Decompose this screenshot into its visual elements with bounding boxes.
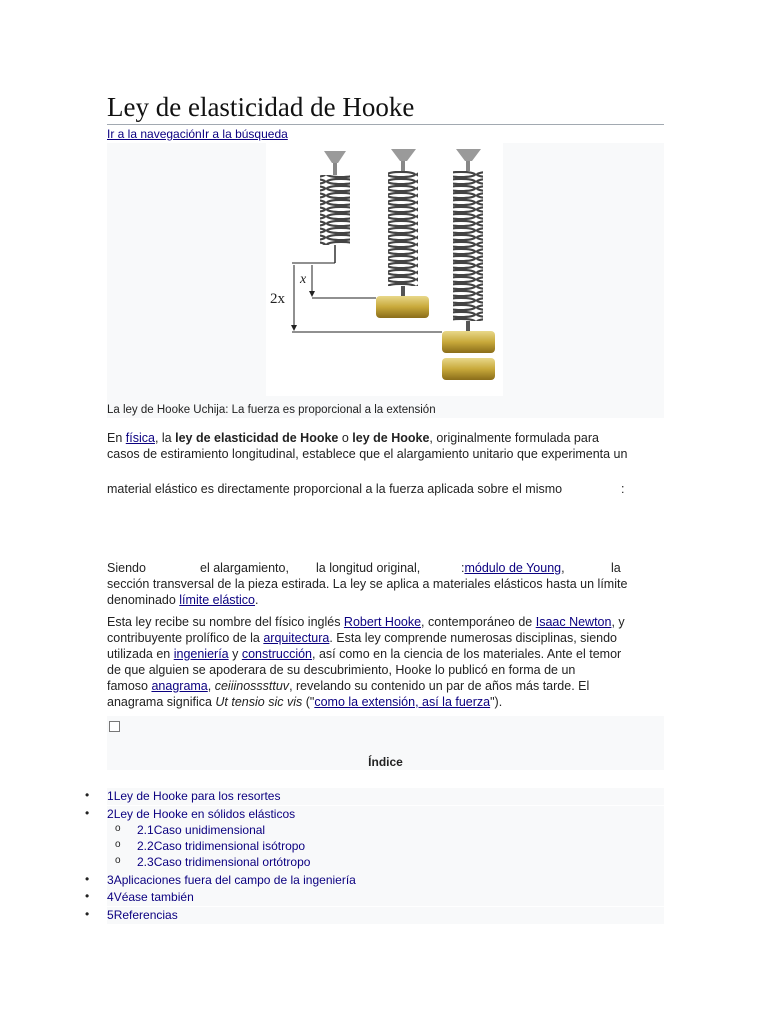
nav-links[interactable]: Ir a la navegaciónIr a la búsqueda <box>107 127 288 141</box>
definitions-line-2: sección transversal de la pieza estirada. La ley se aplica a materiales elásticos hasta un límite <box>107 577 628 591</box>
link-limite-elastico[interactable]: límite elástico <box>179 593 256 607</box>
label-2x: 2x <box>270 291 285 307</box>
hook-3 <box>456 149 481 161</box>
hooke-springs-figure <box>266 143 503 396</box>
intro-line-2: casos de estiramiento longitudinal, establece que el alargamiento unitario que experimenta un <box>107 447 628 461</box>
springs-illustration <box>266 143 503 396</box>
history-line-2: contribuyente prolífico de la arquitectura. Esta ley comprende numerosas disciplinas, siendo <box>107 631 618 645</box>
sub-bullet: o <box>115 839 121 850</box>
spring-1 <box>320 175 350 245</box>
link-modulo-young[interactable]: módulo de Young <box>464 561 562 575</box>
intro-line-3: material elástico es directamente proporcional a la fuerza aplicada sobre el mismo : <box>107 482 625 496</box>
toc-item-1[interactable]: 1Ley de Hooke para los resortes <box>107 788 664 805</box>
link-fisica[interactable]: física <box>125 431 155 445</box>
link-construccion[interactable]: construcción <box>241 647 313 661</box>
bullet: • <box>85 872 90 886</box>
intro-line-1: En física, la ley de elasticidad de Hooke o ley de Hooke, originalmente formulada para <box>107 431 599 445</box>
history-line-5: famoso anagrama, ceiiinosssttuv, revelando su contenido un par de años más tarde. El <box>107 679 590 693</box>
weight-1 <box>376 296 429 318</box>
toc-item-2-1[interactable]: 2.1Caso unidimensional <box>137 823 266 837</box>
toc-item-2-3[interactable]: 2.3Caso tridimensional ortótropo <box>137 855 311 869</box>
spring-2 <box>388 171 418 286</box>
link-como-la-extension[interactable]: como la extensión, así la fuerza <box>314 695 491 709</box>
history-line-4: de que alguien se apoderara de su descubrimiento, Hooke lo publicó en forma de un <box>107 663 576 677</box>
toc-item-3[interactable]: 3Aplicaciones fuera del campo de la ingeniería <box>107 872 664 889</box>
sub-bullet: o <box>115 823 121 834</box>
bullet: • <box>85 889 90 903</box>
weight-2 <box>442 331 495 353</box>
definitions-line-3: denominado límite elástico. <box>107 593 259 607</box>
spring-3 <box>453 171 483 321</box>
figure-caption: La ley de Hooke Uchija: La fuerza es proporcional a la extensión <box>107 404 436 416</box>
hook-2 <box>391 149 416 161</box>
history-line-6: anagrama significa Ut tensio sic vis ("como la extensión, así la fuerza"). <box>107 695 503 709</box>
toc-title: Índice <box>368 755 403 769</box>
toc-item-4[interactable]: 4Véase también <box>107 889 664 906</box>
history-line-1: Esta ley recibe su nombre del físico inglés Robert Hooke, contemporáneo de Isaac Newton, y <box>107 615 625 629</box>
link-isaac-newton[interactable]: Isaac Newton <box>535 615 612 629</box>
hook-1 <box>324 151 346 163</box>
link-robert-hooke[interactable]: Robert Hooke <box>343 615 422 629</box>
weight-3 <box>442 358 495 380</box>
bullet: • <box>85 788 90 802</box>
toc-item-2-2[interactable]: 2.2Caso tridimensional isótropo <box>137 839 306 853</box>
bullet: • <box>85 907 90 921</box>
toc-item-5[interactable]: 5Referencias <box>107 907 664 924</box>
link-anagrama[interactable]: anagrama <box>151 679 208 693</box>
bullet: • <box>85 806 90 820</box>
history-line-3: utilizada en ingeniería y construcción, así como en la ciencia de los materiales. Ante el temor <box>107 647 622 661</box>
page-title: Ley de elasticidad de Hooke <box>107 90 664 125</box>
toc-item-2[interactable]: 2Ley de Hooke en sólidos elásticos <box>107 806 664 823</box>
toc-toggle-checkbox[interactable] <box>109 721 120 732</box>
sub-bullet: o <box>115 855 121 866</box>
label-x: x <box>300 272 307 287</box>
link-arquitectura[interactable]: arquitectura <box>263 631 330 645</box>
link-ingenieria[interactable]: ingeniería <box>173 647 229 661</box>
